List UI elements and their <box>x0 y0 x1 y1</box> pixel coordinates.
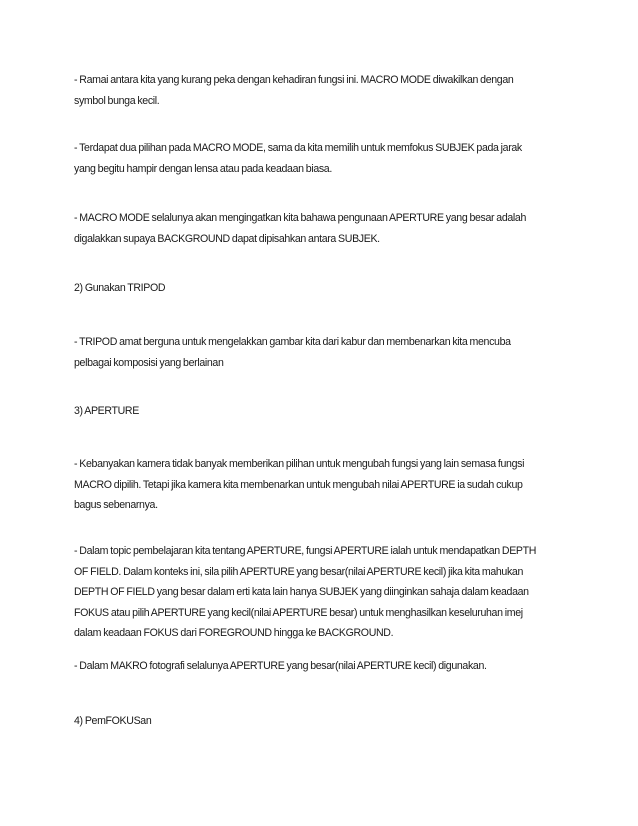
paragraph-depth-of-field <box>74 541 574 644</box>
text-line: yang begitu hampir dengan lensa atau pada keadaan biasa. <box>74 162 332 175</box>
text-line: 4) PemFOKUSan <box>74 715 152 727</box>
paragraph-macro-mode-options <box>74 138 574 179</box>
text-line: dalam keadaan FOKUS dari FOREGROUND hingga ke BACKGROUND. <box>74 627 394 639</box>
text-line: DEPTH OF FIELD yang besar dalam erti kata lain hanya SUBJEK yang diinginkan sahaja dalam keadaan <box>74 586 529 598</box>
paragraph-tripod <box>74 332 574 373</box>
paragraph-camera-options <box>74 454 574 516</box>
text-line: - TRIPOD amat berguna untuk mengelakkan gambar kita dari kabur dan membenarkan kita mencuba <box>74 336 511 348</box>
text-line: 2) Gunakan TRIPOD <box>74 282 166 294</box>
text-line: - Dalam topic pembelajaran kita tentang APERTURE, fungsi APERTURE ialah untuk mendapatkan DEPTH <box>74 545 537 557</box>
text-line: digalakkan supaya BACKGROUND dapat dipisahkan antara SUBJEK. <box>74 232 380 245</box>
heading-tripod <box>74 278 574 299</box>
text-line: FOKUS atau pilih APERTURE yang kecil(nilai APERTURE besar) untuk menghasilkan keseluruhan imej <box>74 606 523 619</box>
text-line: 3) APERTURE <box>74 405 139 417</box>
text-line: bagus sebenarnya. <box>74 499 158 511</box>
heading-focusing <box>74 711 574 732</box>
text-line: OF FIELD. Dalam konteks ini, sila pilih APERTURE yang besar(nilai APERTURE kecil) jika kita mahukan <box>74 565 523 578</box>
text-line: MACRO dipilih. Tetapi jika kamera kita membenarkan untuk mengubah nilai APERTURE ia sudah cukup <box>74 478 523 491</box>
paragraph-macro-photography <box>74 656 574 677</box>
paragraph-macro-mode-aperture <box>74 208 574 249</box>
text-line: - MACRO MODE selalunya akan mengingatkan kita bahawa pengunaan APERTURE yang besar adalah <box>74 212 527 224</box>
heading-aperture <box>74 401 574 422</box>
text-line: - Kebanyakan kamera tidak banyak memberikan pilihan untuk mengubah fungsi yang lain semasa fungsi <box>74 458 525 470</box>
text-line: symbol bunga kecil. <box>74 94 160 107</box>
text-line: - Ramai antara kita yang kurang peka dengan kehadiran fungsi ini. MACRO MODE diwakilkan dengan <box>74 74 514 86</box>
text-line: - Dalam MAKRO fotografi selalunya APERTURE yang besar(nilai APERTURE kecil) digunakan. <box>74 660 487 672</box>
paragraph-macro-mode-intro <box>74 70 574 111</box>
text-line: pelbagai komposisi yang berlainan <box>74 356 224 369</box>
text-line: - Terdapat dua pilihan pada MACRO MODE, sama da kita memilih untuk memfokus SUBJEK pada jarak <box>74 142 522 154</box>
